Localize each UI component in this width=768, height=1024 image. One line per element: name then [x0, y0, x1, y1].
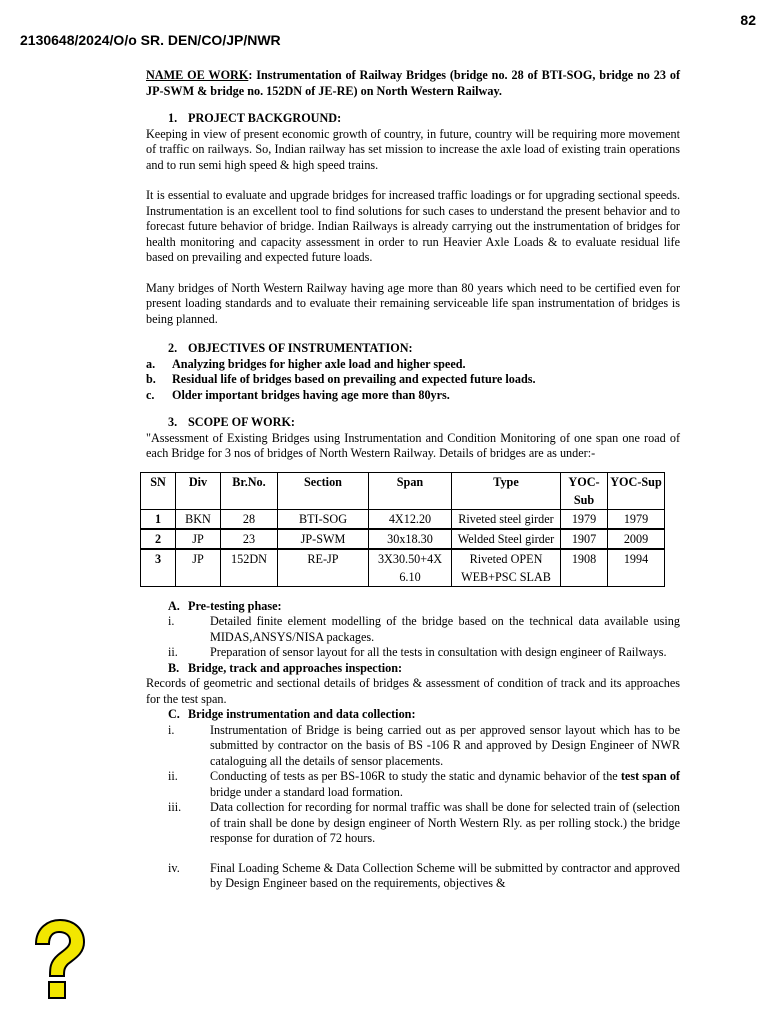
table-row [141, 509, 665, 529]
table-cell: BKN [176, 509, 221, 529]
table-cell: 30x18.30 [369, 529, 452, 549]
section-heading-scope: 3. SCOPE OF WORK: [168, 415, 295, 429]
phase-c-heading: C. Bridge instrumentation and data collection: [168, 707, 416, 721]
table-cell: 4X12.20 [369, 509, 452, 529]
table-cell: JP-SWM [278, 529, 369, 549]
table-header-row [141, 472, 665, 509]
objectives-list [146, 357, 680, 404]
table-cell: 3 [141, 549, 176, 587]
bridge-details-table [140, 472, 665, 587]
column-header: Section [278, 472, 369, 509]
background-paragraph: Many bridges of North Western Railway having age more than 80 years which need to be certified even for present loading standards and to evaluate their remaining serviceable life span instrumentation of bridges is being planned. [146, 280, 680, 326]
section-heading-objectives: 2. OBJECTIVES OF INSTRUMENTATION: [168, 341, 413, 355]
table-cell: 152DN [221, 549, 278, 587]
list-item: iii. Data collection for recording for normal traffic was shall be done for selected train of (selection of train shall be done by design engineer of North Western Rly. as per rolling stock.) the bridge response for duration of 72 hours. [168, 800, 680, 845]
table-cell: 3X30.50+4X 6.10 [369, 549, 452, 587]
background-paragraph: Keeping in view of present economic growth of country, in future, country will be requiring more movement of traffic on railways. So, Indian railway has set mission to increase the axle load of existing train operations and to run semi high speed & high speed trains. [146, 126, 680, 172]
list-item: i. Instrumentation of Bridge is being carried out as per approved sensor layout which has to be submitted by contractor on the basis of BS -106 R and approved by Design Engineer of NWR cataloguing all the details of sensor placements. [168, 722, 680, 768]
column-header: SN [141, 472, 176, 509]
list-item: b. Residual life of bridges based on prevailing and expected future loads. [146, 372, 536, 386]
question-mark-icon[interactable] [28, 918, 90, 1002]
scope-intro: "Assessment of Existing Bridges using Instrumentation and Condition Monitoring of one span one road of each Bridge for 3 nos of bridges of North Western Railway. Details of bridges are as under:- [146, 430, 680, 460]
name-of-work-label: NAME OE WORK [146, 68, 249, 82]
list-item: ii. Preparation of sensor layout for all the tests in consultation with design engineer of Railways. [168, 645, 667, 659]
list-item: c. Older important bridges having age more than 80yrs. [146, 387, 450, 402]
list-item: i. Detailed finite element modelling of the bridge based on the technical data available using MIDAS,ANSYS/NISA packages. [168, 614, 680, 644]
column-header: Type [452, 472, 561, 509]
table-cell: BTI-SOG [278, 509, 369, 529]
table-cell: 1907 [561, 529, 608, 549]
table-cell: 2009 [608, 529, 665, 549]
phase-b-heading: B. Bridge, track and approaches inspection: [168, 660, 403, 675]
table-row [141, 529, 665, 549]
table-cell: Riveted OPEN WEB+PSC SLAB [452, 549, 561, 587]
table-row [141, 549, 665, 587]
page-number: 82 [740, 12, 756, 28]
document-reference: 2130648/2024/O/o SR. DEN/CO/JP/NWR [20, 32, 281, 48]
table-cell: JP [176, 549, 221, 587]
table-cell: Riveted steel girder [452, 509, 561, 529]
table-cell: 1 [141, 509, 176, 529]
list-item: a. Analyzing bridges for higher axle load and higher speed. [146, 356, 466, 371]
column-header: Div [176, 472, 221, 509]
phase-a-heading: A. Pre-testing phase: [168, 598, 282, 613]
table-cell: JP [176, 529, 221, 549]
column-header: Span [369, 472, 452, 509]
column-header: YOC-Sub [561, 472, 608, 509]
name-of-work-title: : Instrumentation of Railway Bridges (bridge no. 28 of BTI-SOG, bridge no 23 of JP-SWM & bridge no. 152DN of JE-RE) on North Western Railway. [146, 68, 681, 98]
column-header: YOC-Sup [608, 472, 665, 509]
table-cell: 1994 [608, 549, 665, 587]
column-header: Br.No. [221, 472, 278, 509]
section-heading-background: 1. PROJECT BACKGROUND: [168, 111, 342, 125]
table-cell: 2 [141, 529, 176, 549]
list-item: iv. Final Loading Scheme & Data Collection Scheme will be submitted by contractor and approved by Design Engineer based on the requirements, objectives & [168, 860, 680, 890]
background-paragraph: It is essential to evaluate and upgrade bridges for increased traffic loadings or for upgrading sectional speeds. Instrumentation is an excellent tool to find solutions for such cases to understand the present behavior and to forecast future behavior of bridge. Indian Railways is already carrying out the instrumentation of bridges for health monitoring and capacity assessment in order to run Heavier Axle Loads & to evaluate residual life based on prevailing and expected future loads. [146, 188, 680, 264]
table-cell: 28 [221, 509, 278, 529]
list-item: ii. Conducting of tests as per BS-106R to study the static and dynamic behavior of the test span of bridge under a standard load formation. [168, 769, 680, 799]
table-cell: 1979 [561, 509, 608, 529]
phase-b-text: Records of geometric and sectional details of bridges & assessment of condition of track and its approaches for the test span. [146, 676, 680, 706]
table-cell: 1979 [608, 509, 665, 529]
table-cell: 23 [221, 529, 278, 549]
document-body [146, 68, 680, 892]
table-cell: 1908 [561, 549, 608, 587]
table-cell: RE-JP [278, 549, 369, 587]
table-cell: Welded Steel girder [452, 529, 561, 549]
name-of-work [146, 68, 680, 99]
